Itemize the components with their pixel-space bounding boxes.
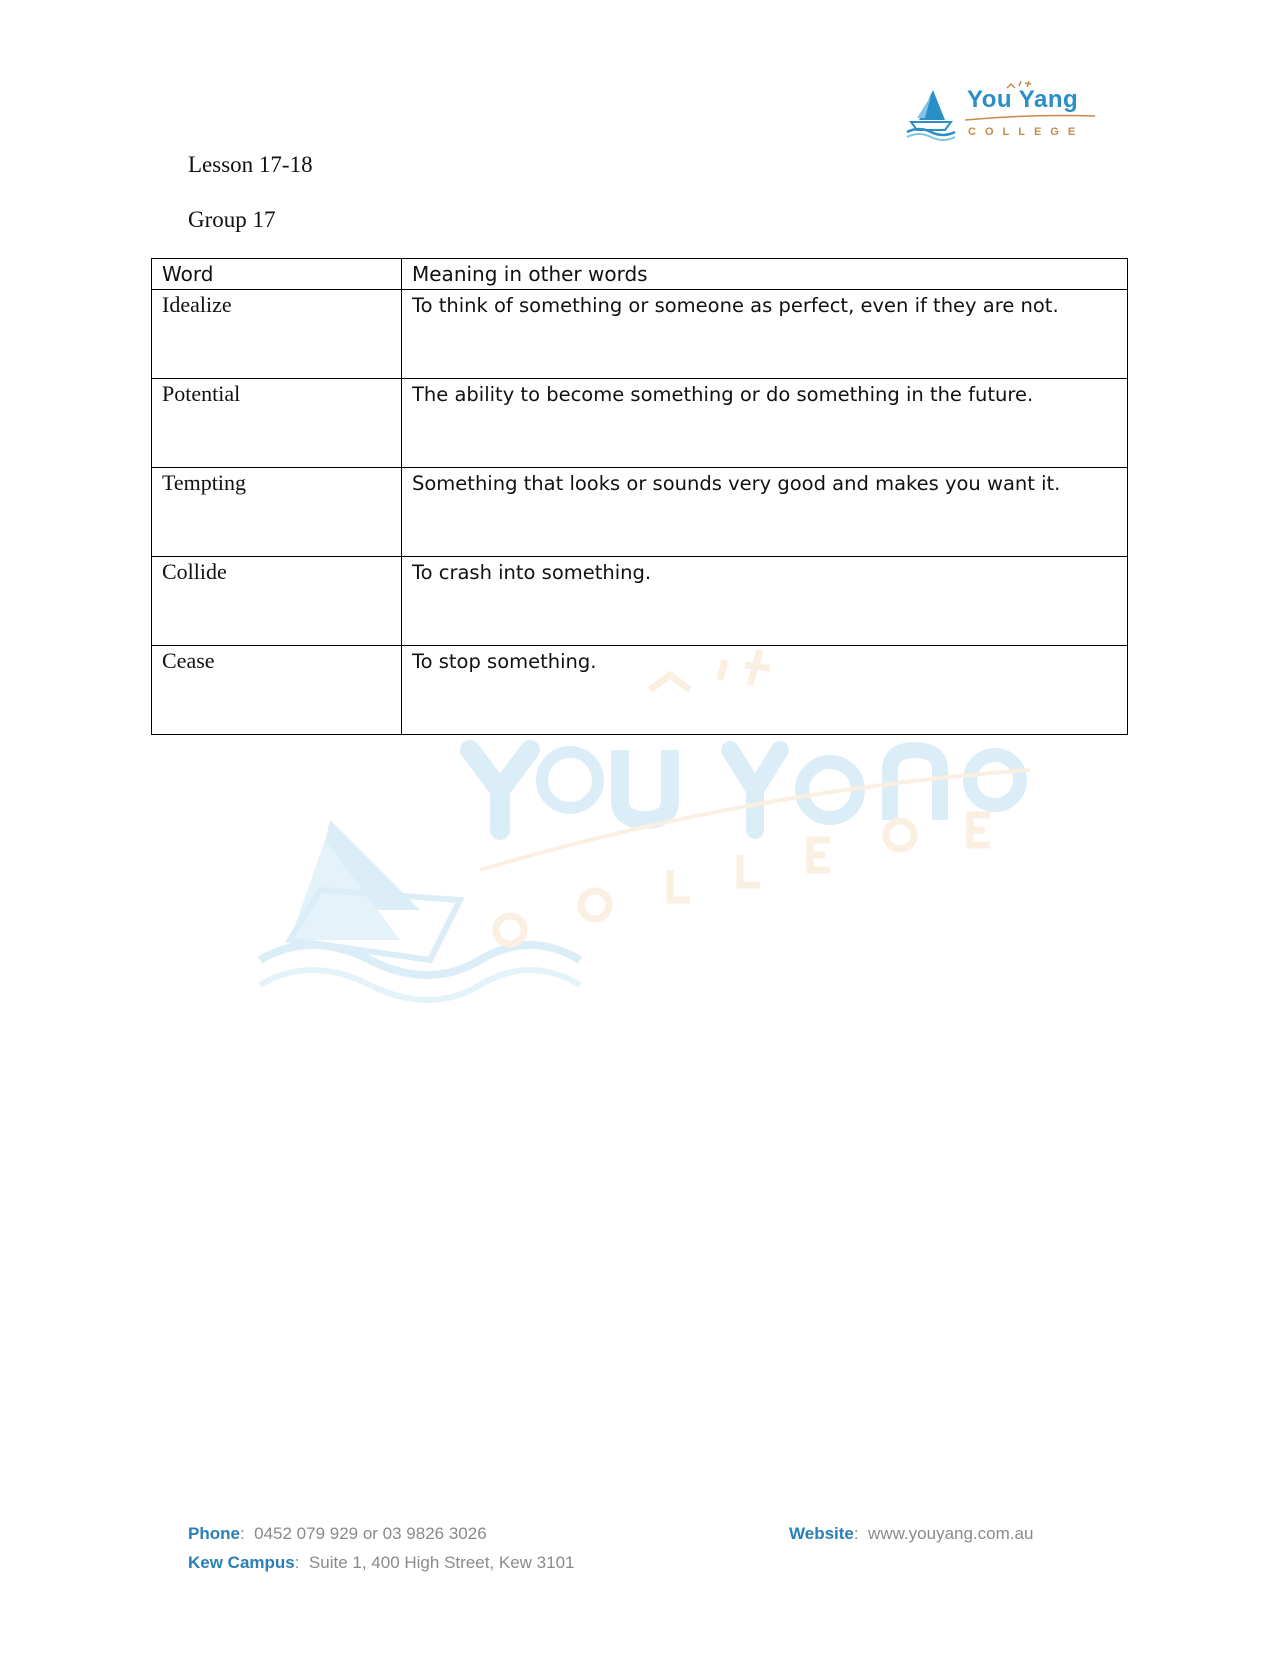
meaning-cell: The ability to become something or do something in the future. bbox=[402, 379, 1128, 468]
meaning-cell: To stop something. bbox=[402, 646, 1128, 735]
college-logo bbox=[905, 78, 1095, 148]
meaning-cell: To think of something or someone as perfect, even if they are not. bbox=[402, 290, 1128, 379]
logo-subtitle: COLLEGE bbox=[968, 126, 1085, 138]
campus-label: Kew Campus bbox=[188, 1553, 295, 1572]
header-word: Word bbox=[152, 259, 402, 290]
group-title: Group 17 bbox=[188, 207, 276, 232]
footer-website: Website: www.youyang.com.au bbox=[789, 1524, 1034, 1543]
table-row bbox=[152, 557, 1128, 646]
phone-value: 0452 079 929 or 03 9826 3026 bbox=[254, 1524, 487, 1543]
website-label: Website bbox=[789, 1524, 854, 1543]
meaning-cell: To crash into something. bbox=[402, 557, 1128, 646]
word-cell: Idealize bbox=[152, 290, 402, 379]
word-cell: Cease bbox=[152, 646, 402, 735]
vocabulary-table bbox=[151, 258, 1128, 735]
word-cell: Potential bbox=[152, 379, 402, 468]
website-link[interactable]: www.youyang.com.au bbox=[868, 1524, 1034, 1543]
meaning-cell: Something that looks or sounds very good and makes you want it. bbox=[402, 468, 1128, 557]
footer-phone: Phone: 0452 079 929 or 03 9826 3026 bbox=[188, 1524, 487, 1543]
table-row bbox=[152, 379, 1128, 468]
table-row bbox=[152, 290, 1128, 379]
phone-label: Phone bbox=[188, 1524, 240, 1543]
logo-swoosh bbox=[965, 114, 1095, 122]
table-row bbox=[152, 468, 1128, 557]
logo-name: You Yang bbox=[967, 86, 1079, 113]
table-header-row bbox=[152, 259, 1128, 290]
table-row bbox=[152, 646, 1128, 735]
sailboat-logo-icon bbox=[905, 86, 961, 142]
campus-value: Suite 1, 400 High Street, Kew 3101 bbox=[308, 1553, 575, 1572]
lesson-title: Lesson 17-18 bbox=[188, 152, 313, 177]
word-cell: Collide bbox=[152, 557, 402, 646]
word-cell: Tempting bbox=[152, 468, 402, 557]
header-meaning: Meaning in other words bbox=[402, 259, 1128, 290]
footer-campus: Kew Campus: Suite 1, 400 High Street, Kew 3101 bbox=[188, 1553, 575, 1572]
